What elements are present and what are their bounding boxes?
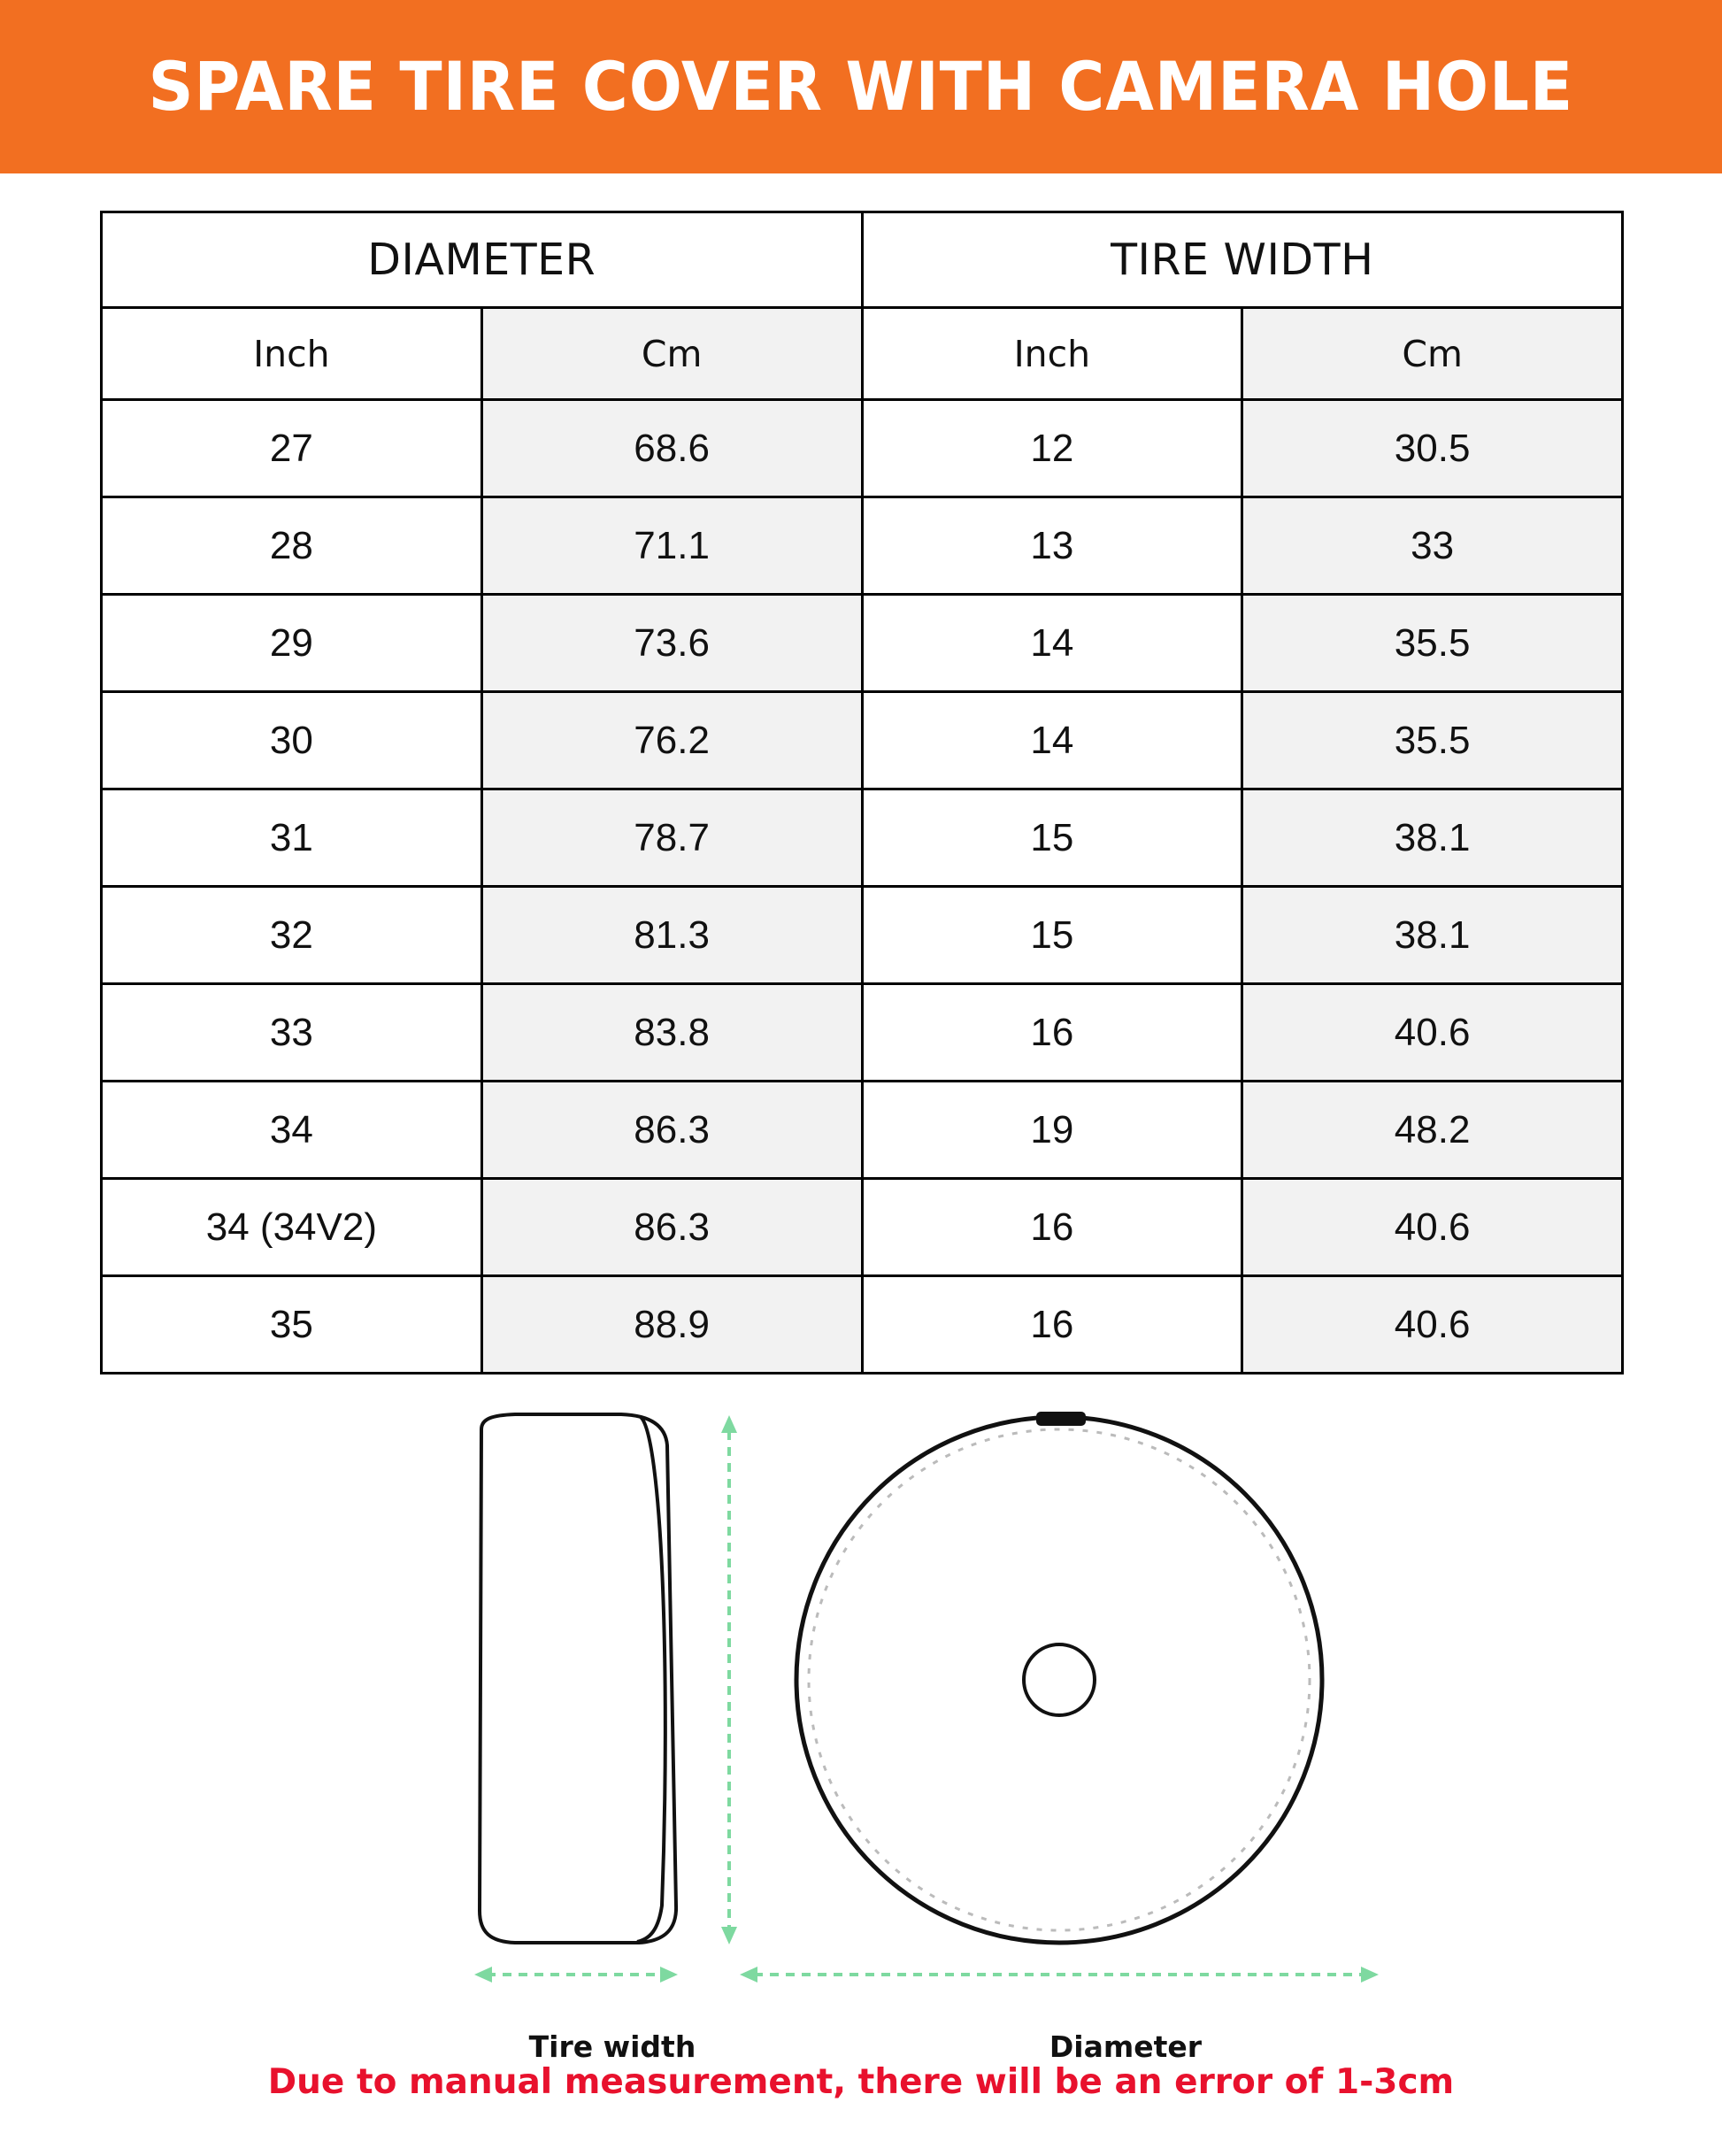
- camera-hole-icon: [1024, 1644, 1095, 1715]
- cell-diameter-cm: 81.3: [481, 887, 862, 984]
- diagram-svg: [99, 1410, 1623, 2083]
- cell-width-inch: 19: [862, 1082, 1242, 1179]
- column-header-width-inch: Inch: [862, 308, 1242, 400]
- table-row: [102, 984, 1623, 1082]
- cell-diameter-cm: 68.6: [481, 400, 862, 497]
- table-row: [102, 595, 1623, 692]
- table-row: [102, 692, 1623, 789]
- cell-width-inch: 16: [862, 984, 1242, 1082]
- measurement-note: Due to manual measurement, there will be an error of 1-3cm: [267, 2062, 1455, 2102]
- camera-notch-icon: [1036, 1412, 1086, 1426]
- cell-diameter-inch: 34 (34V2): [102, 1179, 482, 1276]
- cell-width-cm: 35.5: [1242, 692, 1623, 789]
- cell-width-cm: 38.1: [1242, 887, 1623, 984]
- cell-diameter-cm: 88.9: [481, 1276, 862, 1374]
- table-row: [102, 1276, 1623, 1374]
- table-row: [102, 497, 1623, 595]
- table-row: [102, 400, 1623, 497]
- cell-width-inch: 16: [862, 1276, 1242, 1374]
- size-table-container: [100, 211, 1624, 1374]
- cell-width-cm: 40.6: [1242, 984, 1623, 1082]
- tire-width-caption: Tire width: [528, 2029, 696, 2064]
- column-header-diameter-cm: Cm: [481, 308, 862, 400]
- table-column-header-row: [102, 308, 1623, 400]
- cell-width-inch: 12: [862, 400, 1242, 497]
- diameter-horizontal-arrow: [740, 1967, 1379, 1983]
- cell-width-inch: 15: [862, 887, 1242, 984]
- diameter-vertical-arrow: [721, 1415, 737, 1944]
- cell-diameter-cm: 86.3: [481, 1082, 862, 1179]
- cell-width-cm: 40.6: [1242, 1276, 1623, 1374]
- table-row: [102, 1082, 1623, 1179]
- diameter-caption: Diameter: [1049, 2029, 1203, 2064]
- cell-width-inch: 15: [862, 789, 1242, 887]
- cell-diameter-inch: 35: [102, 1276, 482, 1374]
- cell-diameter-inch: 33: [102, 984, 482, 1082]
- cell-diameter-cm: 78.7: [481, 789, 862, 887]
- column-header-diameter-inch: Inch: [102, 308, 482, 400]
- table-row: [102, 789, 1623, 887]
- cell-width-inch: 14: [862, 692, 1242, 789]
- cell-width-cm: 30.5: [1242, 400, 1623, 497]
- product-diagram: [99, 1410, 1623, 2083]
- group-header-tire-width: TIRE WIDTH: [862, 212, 1623, 308]
- cell-diameter-inch: 32: [102, 887, 482, 984]
- front-view-shape: [796, 1412, 1322, 1943]
- cell-diameter-cm: 86.3: [481, 1179, 862, 1276]
- table-row: [102, 887, 1623, 984]
- column-header-width-cm: Cm: [1242, 308, 1623, 400]
- cell-diameter-inch: 27: [102, 400, 482, 497]
- cell-diameter-inch: 29: [102, 595, 482, 692]
- group-header-diameter: DIAMETER: [102, 212, 863, 308]
- cell-diameter-inch: 28: [102, 497, 482, 595]
- tire-width-arrow: [474, 1967, 678, 1983]
- header-banner: [0, 0, 1722, 173]
- cell-width-cm: 33: [1242, 497, 1623, 595]
- cell-width-cm: 35.5: [1242, 595, 1623, 692]
- cell-width-inch: 16: [862, 1179, 1242, 1276]
- cell-width-cm: 48.2: [1242, 1082, 1623, 1179]
- side-view-shape: [480, 1414, 676, 1943]
- cell-diameter-inch: 30: [102, 692, 482, 789]
- cell-diameter-cm: 73.6: [481, 595, 862, 692]
- cell-width-cm: 38.1: [1242, 789, 1623, 887]
- cell-diameter-cm: 76.2: [481, 692, 862, 789]
- cell-diameter-cm: 71.1: [481, 497, 862, 595]
- table-group-header-row: [102, 212, 1623, 308]
- table-row: [102, 1179, 1623, 1276]
- page-title: SPARE TIRE COVER WITH CAMERA HOLE: [148, 47, 1574, 126]
- cell-diameter-inch: 34: [102, 1082, 482, 1179]
- cell-width-inch: 14: [862, 595, 1242, 692]
- cell-width-cm: 40.6: [1242, 1179, 1623, 1276]
- cell-width-inch: 13: [862, 497, 1242, 595]
- size-chart-table: [100, 211, 1624, 1374]
- cell-diameter-cm: 83.8: [481, 984, 862, 1082]
- cell-diameter-inch: 31: [102, 789, 482, 887]
